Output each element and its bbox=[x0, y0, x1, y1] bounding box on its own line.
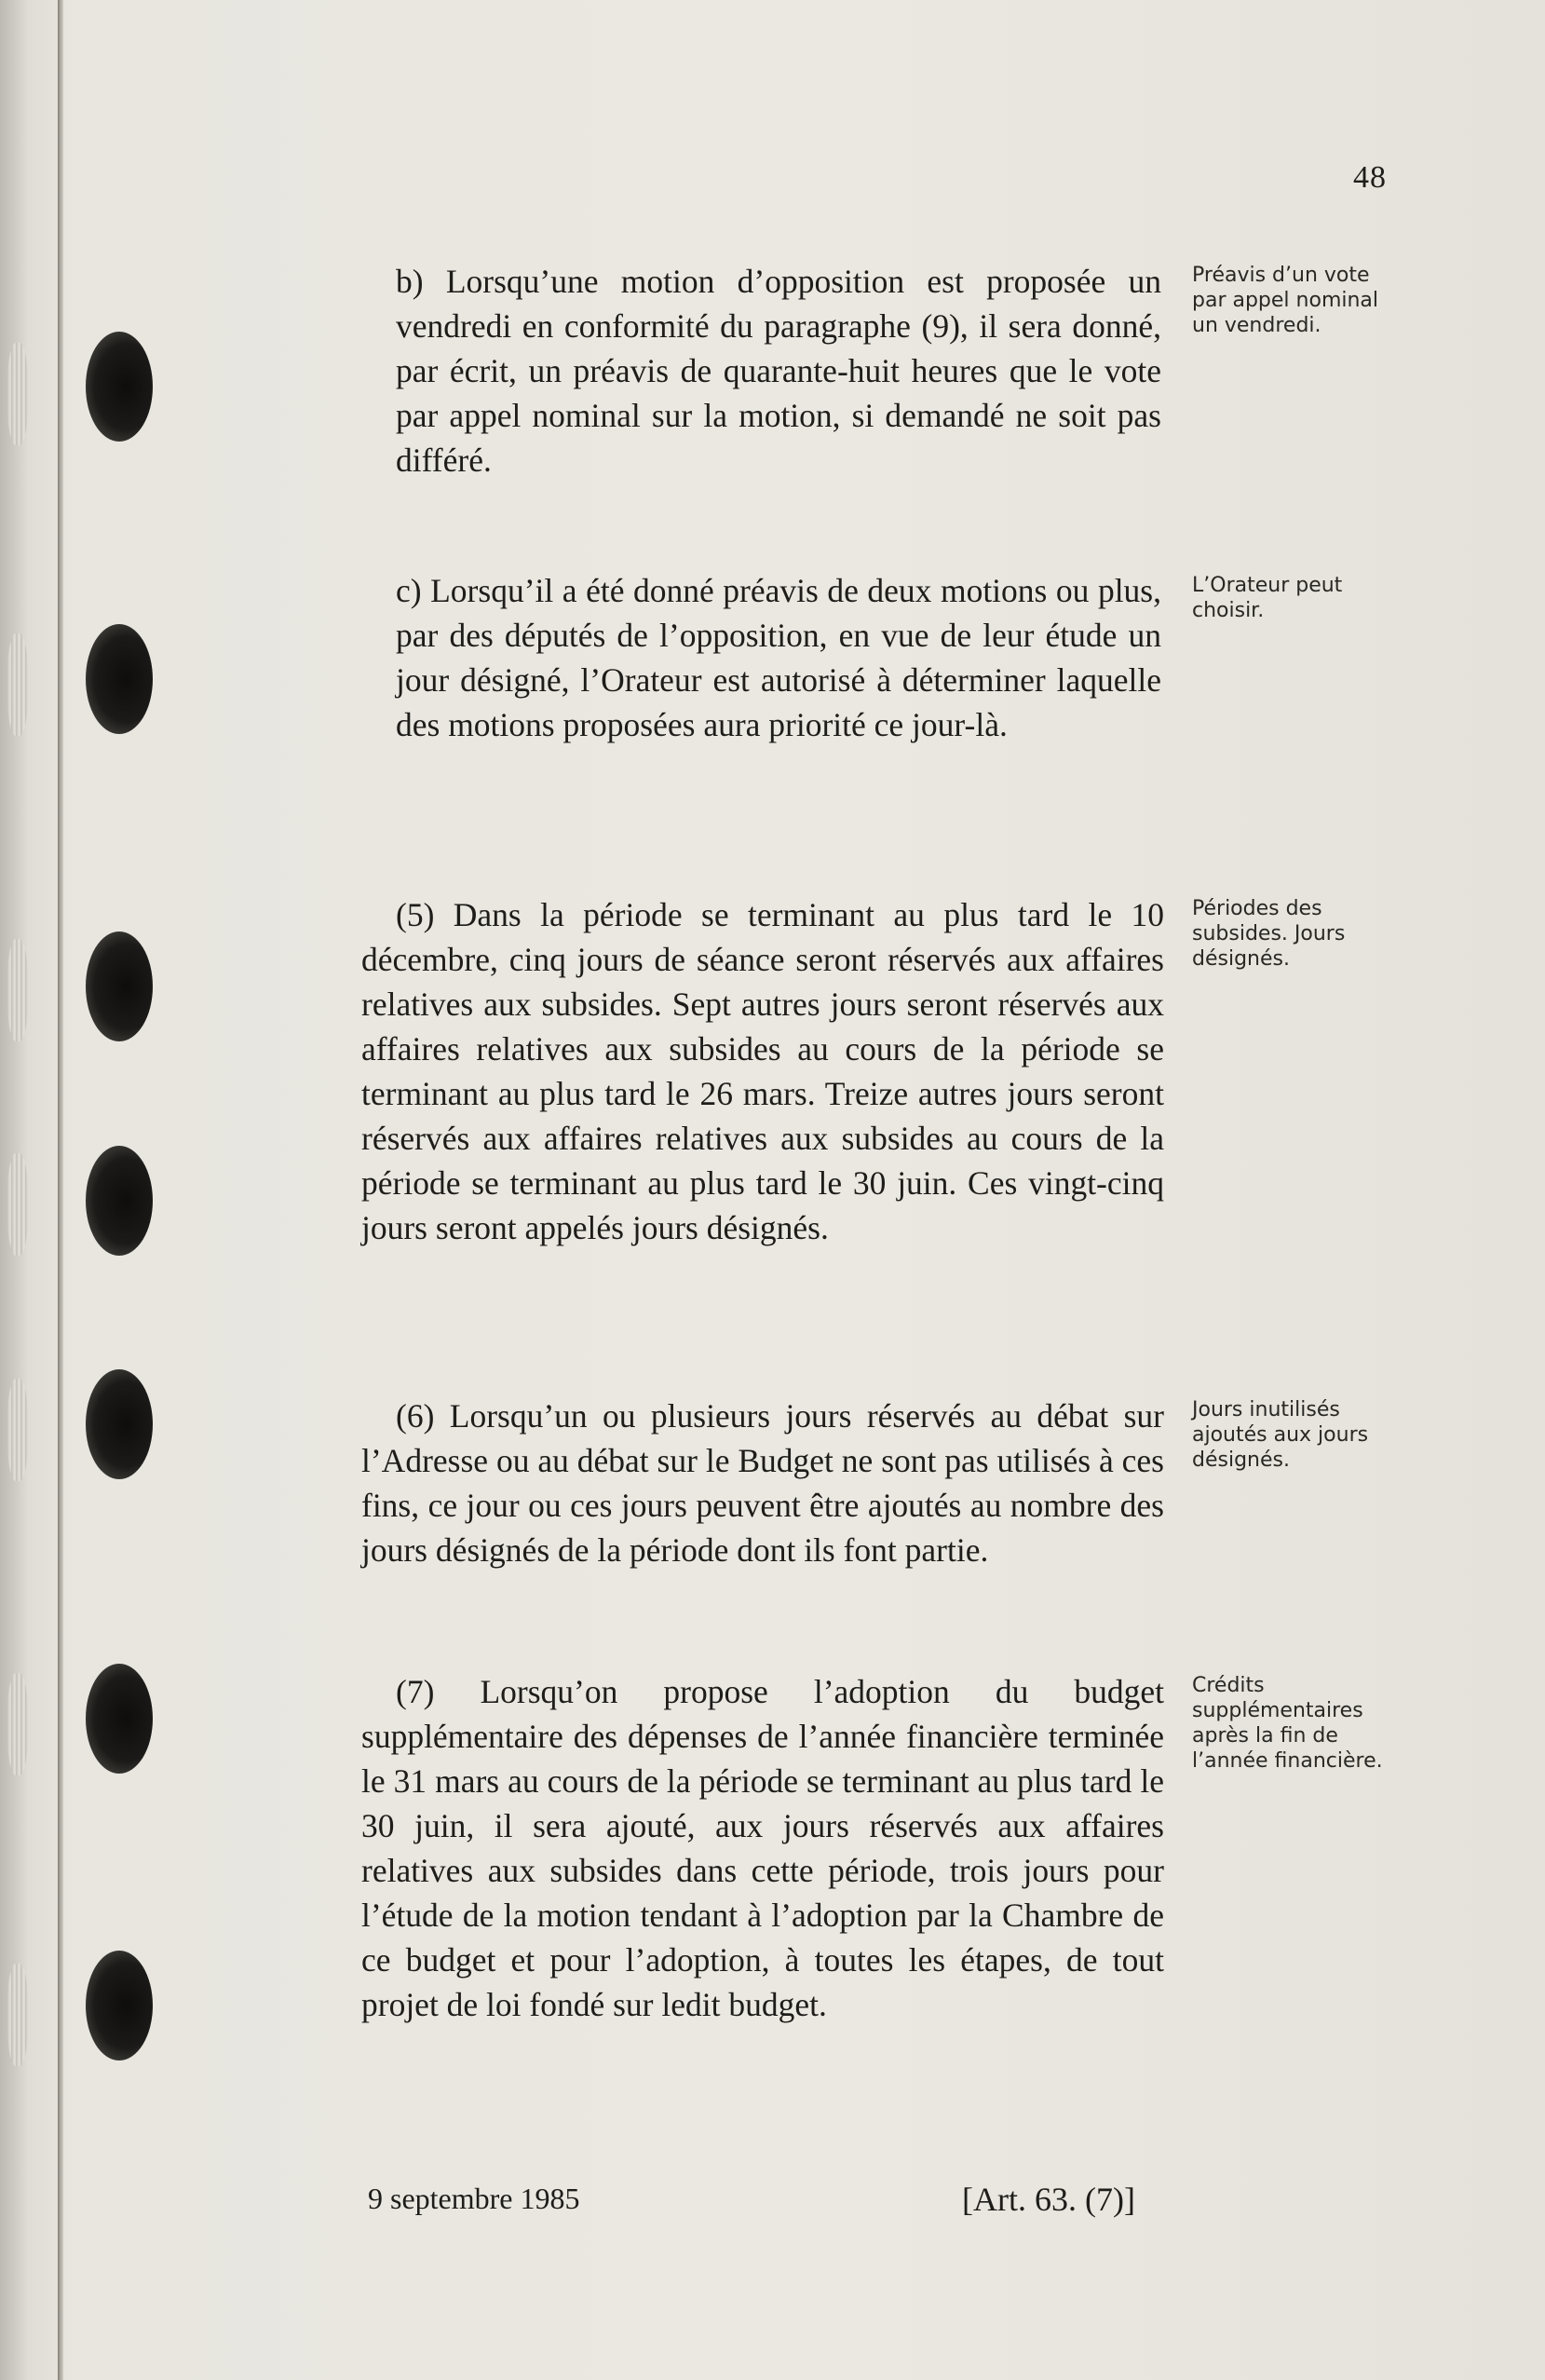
punch-hole bbox=[86, 1369, 153, 1479]
binder-ring-shadow bbox=[7, 633, 28, 736]
footer-date: 9 septembre 1985 bbox=[368, 2182, 580, 2215]
binder-ring-shadow bbox=[7, 343, 28, 445]
paragraph-6: (6) Lorsqu’un ou plusieurs jours réservés au débat sur l’Adresse ou au débat sur le Budget ne sont pas utilisés à ces fins, ce jour ou ces jours peuvent être ajoutés au nombre des jours désignés de la période dont ils font partie. bbox=[361, 1397, 1164, 1569]
page-number: 48 bbox=[1353, 160, 1387, 195]
paragraph-7: (7) Lorsqu’on propose l’adoption du budget supplémentaire des dépenses de l’année financière terminée le 31 mars au cours de la période se terminant au plus tard le 30 juin, il sera ajouté, aux jours réservés aux affaires relatives aux subsides dans cette période, trois jours pour l’étude de la motion tendant à l’adoption par la Chambre de ce budget et pour l’adoption, à toutes les étapes, de tout projet de loi fondé sur ledit budget. bbox=[361, 1673, 1164, 2023]
margin-note-6: Jours inutilisés ajoutés aux jours désignés. bbox=[1192, 1398, 1369, 1472]
binder-ring-shadow bbox=[7, 1379, 28, 1481]
margin-note-b: Préavis d’un vote par appel nominal un vendredi. bbox=[1192, 264, 1379, 337]
paragraph-5: (5) Dans la période se terminant au plus tard le 10 décembre, cinq jours de séance seront réservés aux affaires relatives aux subsides. Sept autres jours seront réservés aux affaires relatives aux subsides au cours de la période se terminant au plus tard le 26 mars. Treize autres jours seront réservés aux affaires relatives aux subsides au cours de la période se terminant au plus tard le 30 juin. Ces vingt-cinq jours seront appelés jours désignés. bbox=[361, 896, 1164, 1246]
punch-hole bbox=[86, 1951, 153, 2060]
punch-hole bbox=[86, 332, 153, 442]
binder-ring-shadow bbox=[7, 1673, 28, 1775]
punch-hole bbox=[86, 1146, 153, 1256]
punch-hole bbox=[86, 1664, 153, 1774]
margin-note-7: Crédits supplémentaires après la fin de l’année financière. bbox=[1192, 1674, 1383, 1773]
footer-article-reference: [Art. 63. (7)] bbox=[962, 2181, 1135, 2218]
paragraph-b: b) Lorsqu’une motion d’opposition est proposée un vendredi en conformité du paragraphe (9), il sera donné, par écrit, un préavis de quarante-huit heures que le vote par appel nominal sur la motion, si demandé ne soit pas différé. bbox=[396, 263, 1161, 479]
paragraph-c: c) Lorsqu’il a été donné préavis de deux motions ou plus, par des députés de l’opposition, en vue de leur étude un jour désigné, l’Orateur est autorisé à déterminer laquelle des motions proposées aura priorité ce jour-là. bbox=[396, 572, 1161, 743]
binder-ring-shadow bbox=[7, 1964, 28, 2066]
punch-hole bbox=[86, 932, 153, 1041]
margin-note-c: L’Orateur peut choisir. bbox=[1192, 574, 1343, 622]
binder-ring-shadow bbox=[7, 939, 28, 1041]
binder-edge bbox=[58, 0, 63, 2380]
binder-ring-shadow bbox=[7, 1153, 28, 1256]
punch-hole bbox=[86, 624, 153, 734]
margin-note-5: Périodes des subsides. Jours désignés. bbox=[1192, 897, 1346, 971]
